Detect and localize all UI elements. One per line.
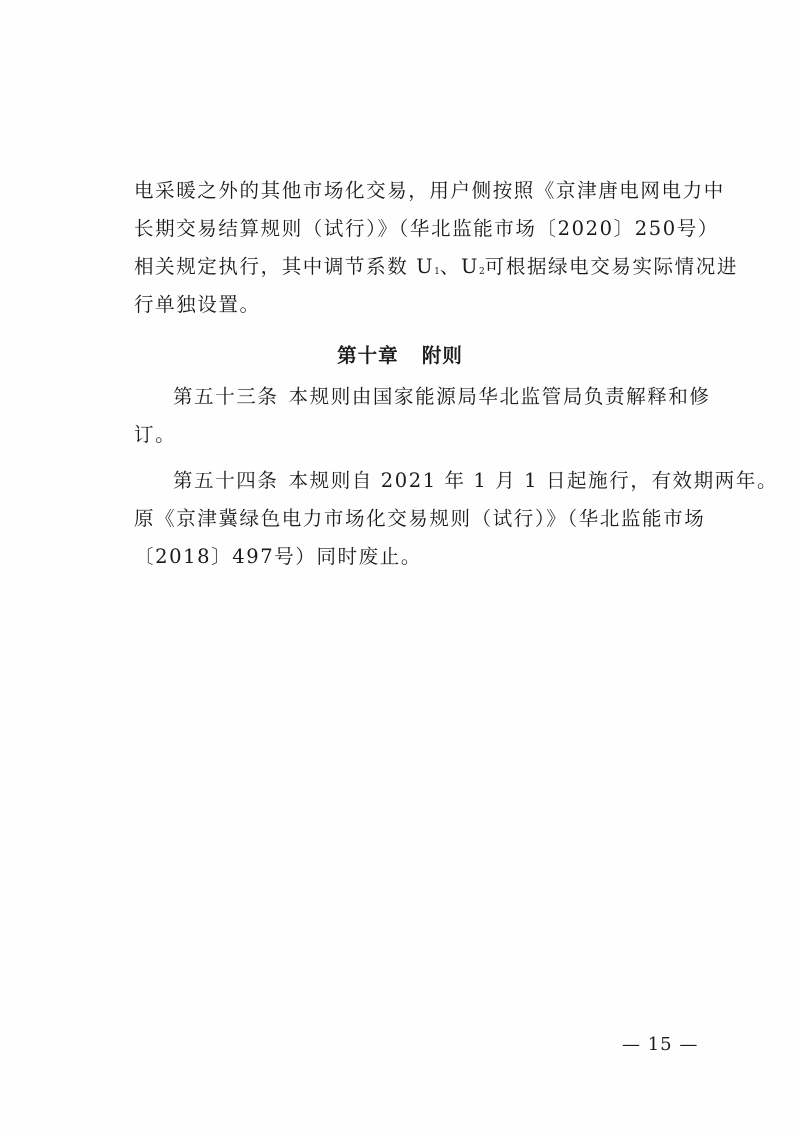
continuation-paragraph — [134, 172, 738, 324]
paragraph-text: 可根据绿电交易实际情况进 — [484, 255, 738, 278]
article-number: 第五十四条 — [173, 469, 279, 492]
subscript: 1 — [434, 267, 440, 277]
paragraph-line: 电采暖之外的其他市场化交易，用户侧按照《京津唐电网电力中 — [134, 179, 725, 202]
article-text: 本规则由国家能源局华北监管局负责解释和修 — [288, 385, 711, 408]
article-line — [134, 378, 711, 416]
article-text: 本规则自 2021 年 1 月 1 日起施行，有效期两年。 — [288, 469, 779, 492]
chapter-heading: 第十章 附则 — [337, 344, 463, 367]
paragraph-line: 长期交易结算规则（试行）》（华北监能市场〔2020〕250号） — [134, 217, 719, 240]
subscript: 2 — [479, 267, 485, 277]
article-line: 原《京津冀绿色电力市场化交易规则（试行）》（华北监能市场 — [134, 507, 706, 530]
page-number: — 15 — — [622, 1034, 699, 1055]
article-number: 第五十三条 — [173, 385, 279, 408]
article-line — [134, 462, 779, 500]
paragraph-line: 行单独设置。 — [134, 293, 261, 316]
article-53 — [134, 378, 711, 454]
paragraph-text: 、U — [439, 255, 480, 278]
article-54 — [134, 462, 779, 576]
article-line: 订。 — [134, 423, 177, 446]
paragraph-line — [134, 248, 738, 286]
article-line: 〔2018〕497号）同时废止。 — [134, 545, 422, 568]
paragraph-text: 相关规定执行，其中调节系数 U — [134, 255, 435, 278]
